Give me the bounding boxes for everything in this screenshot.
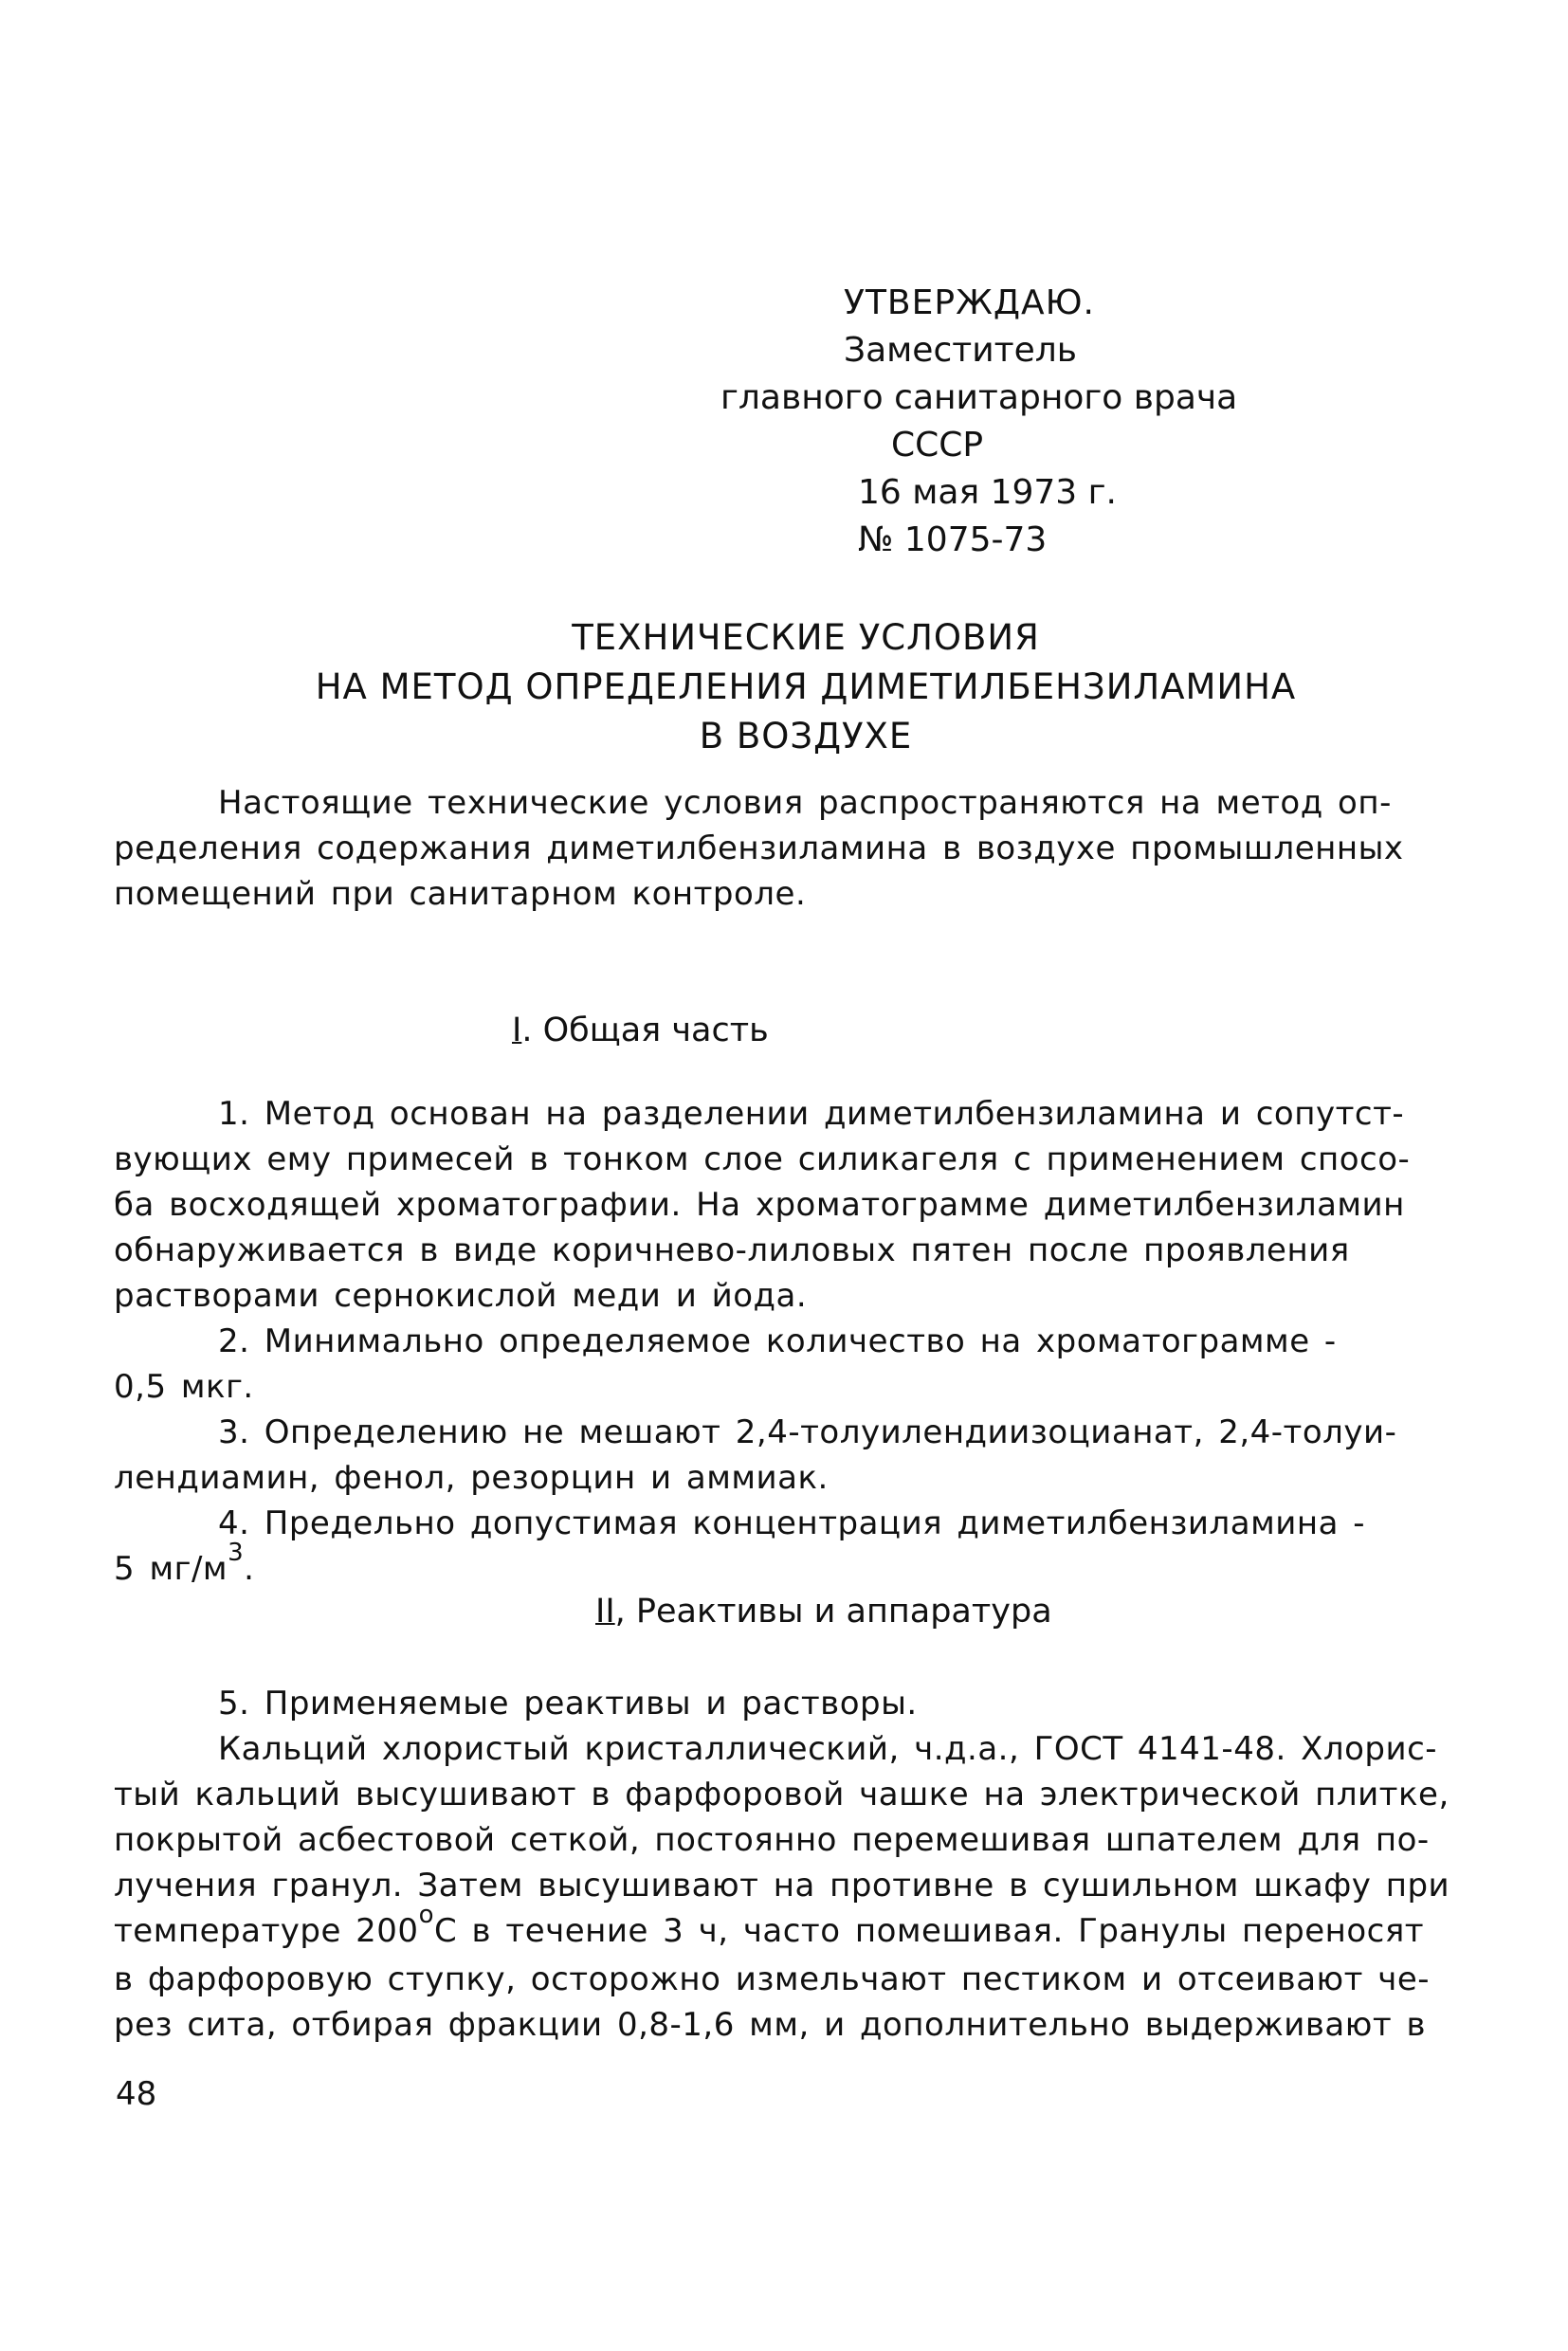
superscript: о (418, 1901, 434, 1929)
title-line: ТЕХНИЧЕСКИЕ УСЛОВИЯ (572, 617, 1040, 658)
section-heading (512, 1008, 769, 1053)
section-dot: , (614, 1593, 636, 1631)
intro-paragraph (114, 780, 1441, 917)
approval-heading: УТВЕРЖДАЮ. (844, 283, 1095, 322)
approval-organization: главного санитарного врача (720, 378, 1238, 417)
text-line: в фарфоровую ступку, осторожно измельчают пестиком и отсеивают че- (114, 1960, 1431, 1998)
approval-block (702, 280, 1270, 564)
text-line (114, 1539, 1441, 1595)
text-line: Кальций хлористый кристаллический, ч.д.а., ГОСТ 4141-48. Хлорис- (218, 1730, 1438, 1768)
superscript: 3 (228, 1539, 245, 1567)
text-line: обнаруживается в виде коричнево-лиловых пятен после проявления (114, 1231, 1350, 1269)
text-line: вующих ему примесей в тонком слое силикагеля с применением спосо- (114, 1140, 1411, 1178)
text-line: 4. Предельно допустимая концентрация диметилбензиламина - (218, 1504, 1365, 1542)
section-dot: . (521, 1011, 543, 1049)
document-title (237, 613, 1375, 761)
line-end: . (244, 1550, 255, 1588)
section-heading (595, 1589, 1052, 1634)
title-line: НА МЕТОД ОПРЕДЕЛЕНИЯ ДИМЕТИЛБЕНЗИЛАМИНА (315, 666, 1297, 707)
text-line: 5. Применяемые реактивы и растворы. (218, 1685, 918, 1722)
text-line: лучения гранул. Затем высушивают на противне в сушильном шкафу при (114, 1867, 1450, 1904)
general-part-body (114, 1091, 1441, 1595)
text-line: 1. Метод основан на разделении диметилбензиламина и сопутст- (218, 1095, 1405, 1133)
text-line: 3. Определению не мешают 2,4-толуилендиизоцианат, 2,4-толуи- (218, 1413, 1397, 1451)
text-line: 0,5 мкг. (114, 1368, 254, 1406)
text-line: покрытой асбестовой сеткой, постоянно перемешивая шпателем для по- (114, 1821, 1430, 1859)
reagents-body (114, 1681, 1450, 2048)
text-line: 2. Минимально определяемое количество на хроматограмме - (218, 1322, 1337, 1360)
text-line: Настоящие технические условия распространяются на метод оп- (218, 784, 1392, 822)
approval-number: № 1075-73 (858, 520, 1048, 559)
approval-date: 16 мая 1973 г. (858, 473, 1117, 512)
text-line: лендиамин, фенол, резорцин и аммиак. (114, 1459, 829, 1497)
text-line (114, 1901, 1441, 1957)
section-number: II (595, 1593, 615, 1631)
text-line: помещений при санитарном контроле. (114, 875, 807, 913)
concentration-value: 5 мг/м (114, 1550, 228, 1588)
temperature-text-rest: С в течение 3 ч, часто помешивая. Гранулы переносят (434, 1912, 1425, 1950)
text-line: ределения содержания диметилбензиламина в воздухе промышленных (114, 829, 1404, 867)
text-line: ба восходящей хроматографии. На хроматограмме диметилбензиламин (114, 1186, 1405, 1224)
section-number: I (512, 1011, 522, 1049)
approval-country: СССР (891, 426, 984, 465)
page-number: 48 (116, 2075, 157, 2113)
temperature-text: температуре 200 (114, 1912, 419, 1950)
text-line: тый кальций высушивают в фарфоровой чашке на электрической плитке, (114, 1776, 1449, 1813)
section-title: Общая часть (542, 1011, 769, 1049)
section-title: Реактивы и аппаратура (635, 1593, 1052, 1631)
title-line: В ВОЗДУХЕ (699, 716, 913, 756)
approval-position: Заместитель (844, 331, 1077, 370)
text-line: рез сита, отбирая фракции 0,8-1,6 мм, и дополнительно выдерживают в (114, 2006, 1426, 2044)
text-line: растворами сернокислой меди и йода. (114, 1277, 808, 1315)
